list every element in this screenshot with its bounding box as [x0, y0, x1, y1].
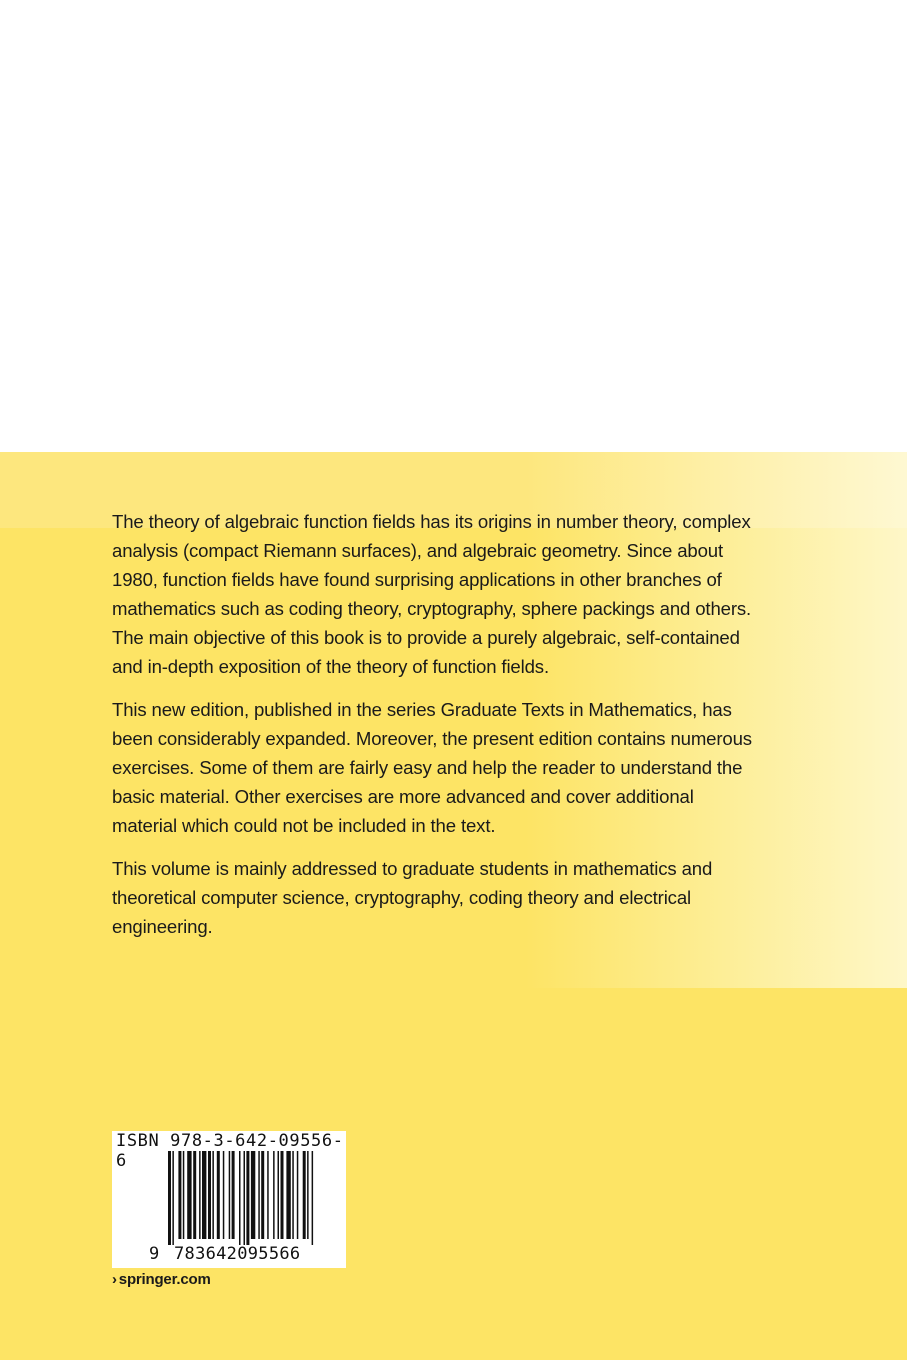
barcode-bar: [281, 1151, 284, 1239]
barcode-bar: [217, 1151, 220, 1239]
isbn-barcode-label: [112, 1131, 346, 1268]
barcode-bar: [208, 1151, 211, 1239]
barcode-bar: [292, 1151, 294, 1239]
barcode-bar: [251, 1151, 255, 1239]
barcode-bar: [223, 1151, 225, 1239]
barcode-bar: [246, 1151, 249, 1245]
isbn-number: ISBN 978-3-642-09556-6: [116, 1131, 344, 1171]
barcode-bar: [212, 1151, 214, 1239]
barcode-bar: [278, 1151, 280, 1239]
barcode-bar: [244, 1151, 246, 1245]
barcode-bar: [312, 1151, 314, 1245]
cover-upper-blank: [0, 0, 907, 452]
barcode-bar: [307, 1151, 309, 1239]
barcode-bar: [178, 1151, 181, 1239]
publisher-url[interactable]: [112, 1271, 211, 1288]
barcode-bar: [267, 1151, 269, 1239]
ean-digits: 783642095566: [174, 1244, 301, 1264]
barcode-bar: [202, 1151, 206, 1239]
barcode-bar: [297, 1151, 299, 1239]
blurb-paragraph-1: The theory of algebraic function fields has its origins in number theory, complex analysis (compact Riemann surfaces), and algebraic geometry. Since about 1980, function fields have found surprising applications in other branches of mathematics such as coding theory, cryptography, sphere packings and others. The main objective of this book is to provide a purely algebraic, self-contained and in-depth exposition of the theory of function fields.: [112, 511, 752, 677]
publisher-url-text: springer.com: [118, 1271, 211, 1288]
blurb-paragraph-2: This new edition, published in the series Graduate Texts in Mathematics, has been considerably expanded. Moreover, the present edition contains numerous exercises. Some of them are fairly easy and help the reader to understand the basic material. Other exercises are more advanced and cover additional material which could not be included in the text.: [112, 699, 752, 836]
barcode-bar: [199, 1151, 201, 1239]
barcode-bar: [286, 1151, 290, 1239]
barcode-bar: [303, 1151, 306, 1239]
barcode-bar: [193, 1151, 196, 1239]
barcode-bar: [232, 1151, 235, 1239]
barcode-bar: [168, 1151, 171, 1245]
barcode-bar: [239, 1151, 241, 1245]
barcode-bar: [187, 1151, 191, 1239]
barcode-bar: [229, 1151, 231, 1239]
chevron-right-icon: ›: [112, 1271, 117, 1288]
barcode-bar: [172, 1151, 174, 1245]
barcode-bar: [273, 1151, 275, 1239]
ean-first-digit: 9: [149, 1244, 160, 1264]
barcode-bar: [183, 1151, 185, 1239]
barcode-bars: [112, 1151, 346, 1245]
barcode-bar: [261, 1151, 264, 1239]
barcode-bar: [258, 1151, 260, 1239]
back-cover-blurb: [112, 507, 752, 955]
blurb-paragraph-3: This volume is mainly addressed to graduate students in mathematics and theoretical computer science, cryptography, coding theory and electrical engineering.: [112, 858, 713, 937]
